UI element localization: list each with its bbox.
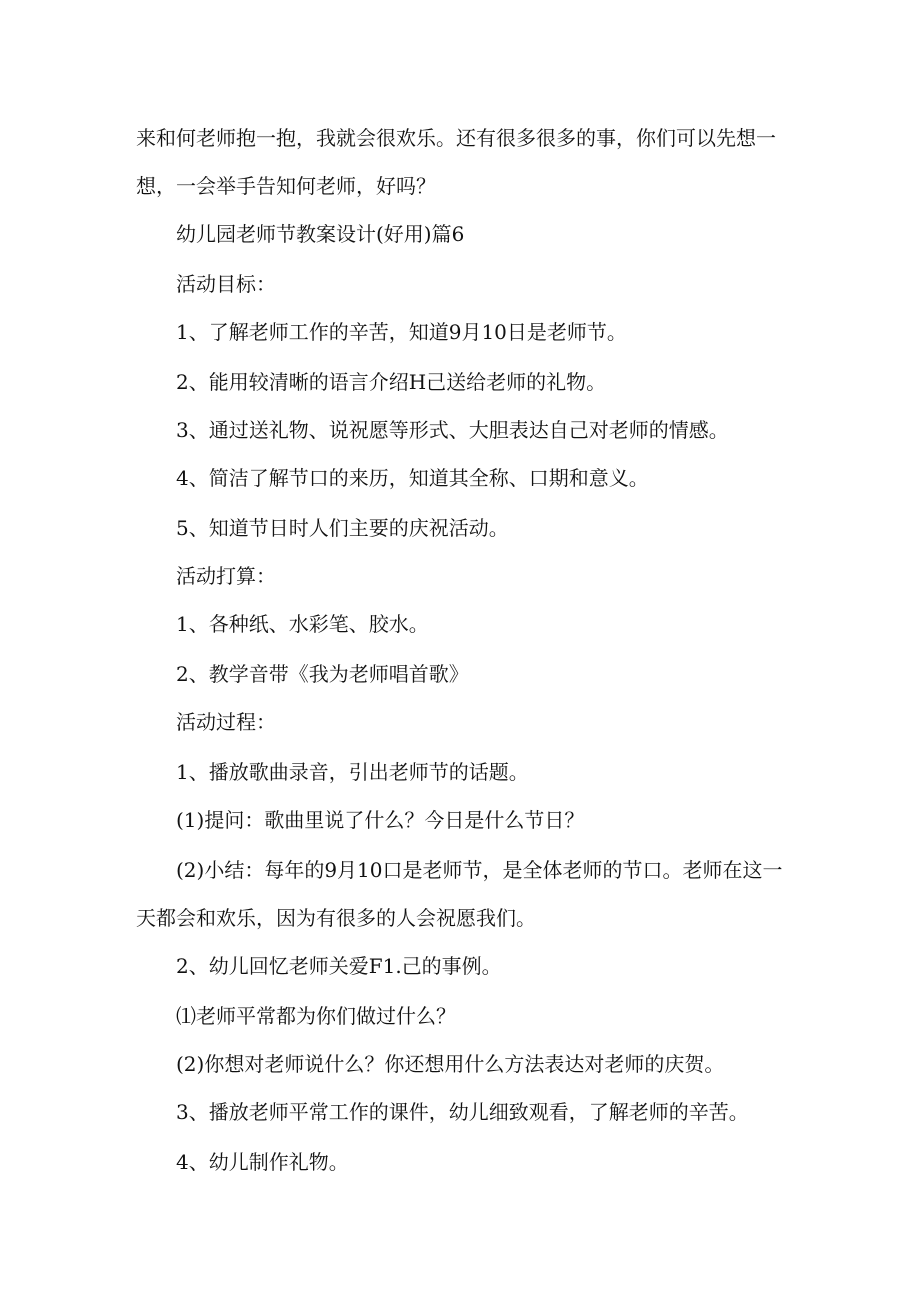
list-item: 1、了解老师工作的辛苦，知道9月10日是老师节。: [176, 320, 627, 344]
list-item: 2、教学音带《我为老师唱首歌》: [176, 662, 469, 686]
list-item: 1、各种纸、水彩笔、胶水。: [176, 612, 429, 636]
list-item: 4、幼儿制作礼物。: [176, 1150, 349, 1174]
list-item: 3、通过送礼物、说祝愿等形式、大胆表达自己对老师的情感。: [176, 418, 729, 442]
list-item: (2)你想对老师说什么？你还想用什么方法表达对老师的庆贺。: [176, 1052, 725, 1076]
list-item: 2、幼儿回忆老师关爱F1.己的事例。: [176, 954, 502, 978]
section-title: 幼儿园老师节教案设计(好用)篇6: [176, 222, 465, 246]
list-item: 3、播放老师平常工作的课件，幼儿细致观看，了解老师的辛苦。: [176, 1100, 749, 1124]
list-item: (2)小结：每年的9月10口是老师节，是全体老师的节口。老师在这一: [176, 858, 783, 882]
subheading-activity-process: 活动过程：: [176, 710, 276, 734]
paragraph-line: 天都会和欢乐，因为有很多的人会祝愿我们。: [136, 906, 536, 930]
subheading-activity-prep: 活动打算：: [176, 564, 276, 588]
paragraph-line: 想，一会举手告知何老师，好吗？: [136, 174, 436, 198]
paragraph-line: 来和何老师抱一抱，我就会很欢乐。还有很多很多的事，你们可以先想一: [136, 126, 776, 150]
subheading-activity-goals: 活动目标：: [176, 272, 276, 296]
list-item: 4、简洁了解节口的来历，知道其全称、口期和意义。: [176, 466, 649, 490]
list-item: 1、播放歌曲录音，引出老师节的话题。: [176, 760, 529, 784]
list-item: 2、能用较清晰的语言介绍H己送给老师的礼物。: [176, 370, 607, 394]
list-item: ⑴老师平常都为你们做过什么？: [176, 1004, 456, 1028]
list-item: (1)提问：歌曲里说了什么？今日是什么节日？: [176, 808, 585, 832]
list-item: 5、知道节日时人们主要的庆祝活动。: [176, 516, 509, 540]
